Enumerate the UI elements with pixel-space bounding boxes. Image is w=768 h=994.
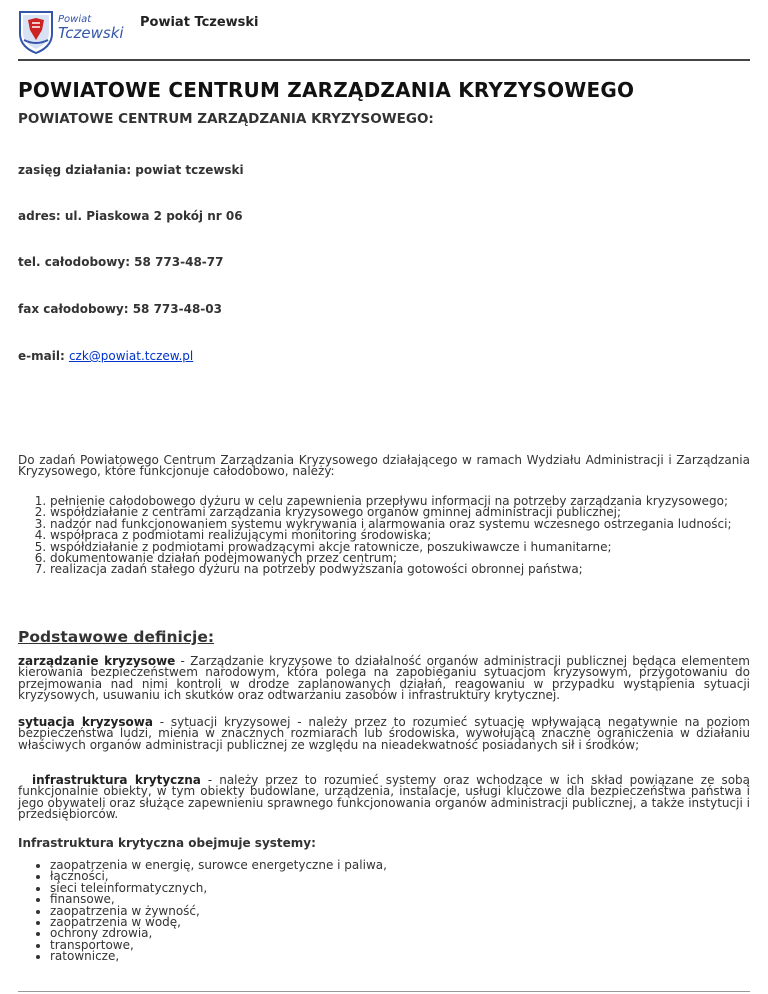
- header-divider: [18, 59, 750, 61]
- phone-info: tel. całodobowy: 58 773-48-77: [18, 255, 224, 269]
- definition-term: sytuacja kryzysowa: [18, 715, 153, 729]
- list-item: • zaopatrzenia w żywność,: [50, 906, 750, 917]
- list-item: 2. współdziałanie z centrami zarządzania kryzysowego organów gminnej administracji publicznej;: [50, 507, 750, 518]
- list-item: 4. współpraca z podmiotami realizującymi monitoring środowiska;: [50, 530, 750, 541]
- definition-text: - Zarządzanie kryzysowe to działalność organów administracji publicznej będąca elementem kierowania bezpieczeństwem narodowym, która polega na zapobieganiu sytuacjom kryzysowym, przygotowaniu do przejmowania nad nimi kontroli w drodze zaplanowanych działań, reagowaniu w przypadku wystąpienia sytuacji kryzysowych, usuwaniu ich skutków oraz odtwarzaniu zasobów i infrastruktury krytycznej.: [18, 654, 750, 703]
- definition-text: - należy przez to rozumieć systemy oraz wchodzące w ich skład powiązane ze sobą funkcjonalnie obiekty, w tym obiekty budowlane, urządzenia, instalacje, usługi kluczowe dla bezpieczeństwa państwa i jego obywateli oraz służące zapewnieniu sprawnego funkcjonowania organów administracji publicznej, a także instytucji i przedsiębiorców.: [18, 773, 751, 822]
- list-item: • zaopatrzenia w energię, surowce energetyczne i paliwa,: [50, 860, 750, 871]
- list-item: • zaopatrzenia w wodę,: [50, 917, 750, 928]
- coat-of-arms-icon: [18, 10, 54, 54]
- address-info: adres: ul. Piaskowa 2 pokój nr 06: [18, 209, 243, 223]
- page-subtitle: POWIATOWE CENTRUM ZARZĄDZANIA KRYZYSOWEGO:: [18, 111, 434, 127]
- list-item: • sieci teleinformatycznych,: [50, 883, 750, 894]
- list-item: 1. pełnienie całodobowego dyżuru w celu zapewnienia przepływu informacji na potrzeby zarządzania kryzysowego;: [50, 496, 750, 507]
- definition-term: infrastruktura krytyczna: [32, 773, 201, 787]
- definition-term: zarządzanie kryzysowe: [18, 654, 176, 668]
- zasieg-info: zasięg działania: powiat tczewski: [18, 163, 244, 177]
- list-item: 5. współdziałanie z podmiotami prowadzącymi akcje ratownicze, poszukiwawcze i humanitarne;: [50, 542, 750, 553]
- header: [18, 10, 750, 60]
- list-item: 7. realizacja zadań stałego dyżuru na potrzeby podwyższania gotowości obronnej państwa;: [50, 564, 750, 575]
- list-item: • finansowe,: [50, 894, 750, 905]
- footer-divider: [18, 991, 750, 992]
- list-item: 6. dokumentowanie działań podejmowanych przez centrum;: [50, 553, 750, 564]
- definition-text: - sytuacji kryzysowej - należy przez to rozumieć sytuację wpływającą negatywnie na poziom bezpieczeństwa ludzi, mienia w znacznych rozmiarach lub środowiska, wywołującą znaczne ograniczenia w działaniu właściwych organów administracji publicznej ze względu na nieadekwatność posiadanych sił i środków;: [18, 715, 750, 752]
- logo[interactable]: [18, 10, 124, 56]
- definition-zarzadzanie: [18, 656, 750, 702]
- definitions-heading: Podstawowe definicje:: [18, 628, 215, 646]
- intro-paragraph: Do zadań Powiatowego Centrum Zarządzania Kryzysowego działającego w ramach Wydziału Administracji i Zarządzania Kryzysowego, które funkcjonuje całodobowo, należy:: [18, 453, 750, 479]
- email-link[interactable]: czk@powiat.tczew.pl: [68, 349, 194, 363]
- email-label: e-mail:: [18, 349, 65, 363]
- definition-sytuacja: [18, 717, 750, 751]
- systems-heading: Infrastruktura krytyczna obejmuje systemy:: [18, 836, 316, 850]
- logo-line-2: Tczewski: [58, 24, 124, 42]
- list-item: • transportowe,: [50, 940, 750, 951]
- logo-line-1: Powiat: [58, 14, 92, 25]
- definition-infrastruktura: [18, 775, 750, 821]
- email-info: [18, 349, 193, 363]
- list-item: • ochrony zdrowia,: [50, 928, 750, 939]
- main-content: [18, 78, 751, 964]
- list-item: 3. nadzór nad funkcjonowaniem systemu wykrywania i alarmowania oraz systemu wczesnego ostrzegania ludności;: [50, 519, 750, 530]
- site-name: Powiat Tczewski: [140, 15, 259, 30]
- tasks-list: [18, 496, 750, 576]
- page-title: POWIATOWE CENTRUM ZARZĄDZANIA KRYZYSOWEGO: [18, 78, 635, 102]
- list-item: • ratownicze,: [50, 951, 750, 962]
- list-item: • łączności,: [50, 871, 750, 882]
- systems-list: [18, 860, 750, 963]
- fax-info: fax całodobowy: 58 773-48-03: [18, 302, 222, 316]
